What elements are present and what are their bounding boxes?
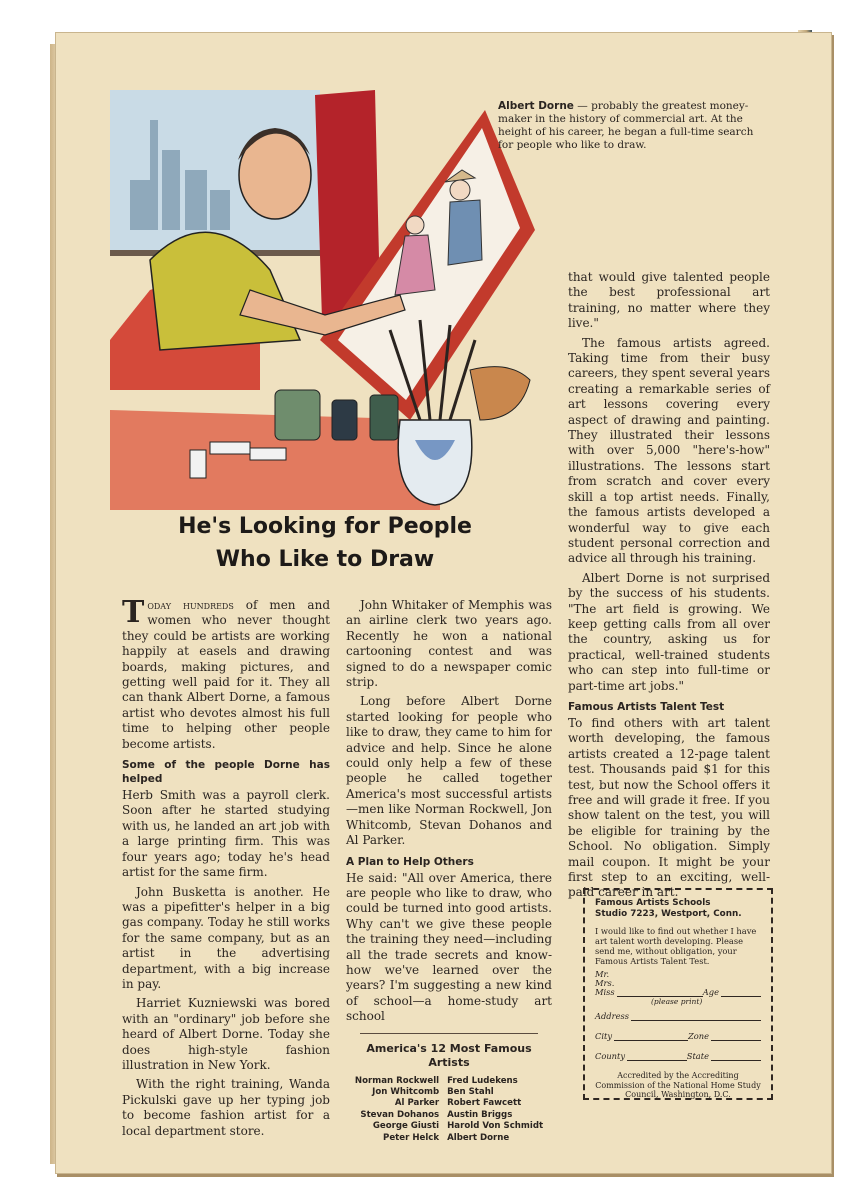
intro-small-caps: oday hundreds — [147, 598, 234, 612]
artists-list — [346, 1076, 552, 1144]
paragraph: Albert Dorne is not surprised by the success of his students. "The art field is growing. We keep getting calls from all over the country, asking us for practical, well-trained students who can step into full-time or part-time art jobs." — [568, 570, 770, 693]
headline-line-1: He's Looking for People — [178, 514, 472, 539]
artist-name: Austin Briggs — [447, 1109, 513, 1120]
city-line[interactable] — [614, 1031, 688, 1041]
artist-name: Stevan Dohanos — [360, 1109, 440, 1120]
please-print-note: (please print) — [651, 997, 703, 1006]
county-label: County — [595, 1051, 626, 1061]
caption-text: — probably the greatest money-maker in the history of commercial art. At the height of his career, he began a full-time search for people who like to draw. — [498, 100, 754, 151]
miss-label: Miss — [595, 987, 615, 997]
mail-coupon[interactable] — [583, 888, 773, 1100]
artist-name: Jon Whitcomb — [372, 1086, 440, 1097]
paint-jars — [275, 390, 398, 440]
age-line[interactable] — [721, 987, 761, 997]
section-heading-plan: A Plan to Help Others — [346, 855, 474, 868]
name-field[interactable] — [595, 970, 761, 997]
coupon-address: Studio 7223, Westport, Conn. — [595, 909, 742, 919]
divider — [360, 1033, 538, 1034]
bowl — [470, 367, 530, 420]
paragraph: John Busketta is another. He was a pipefitter's helper in a big gas company. Today he still works for the same company, but as an artist in the advertising department, with a big increase in pay. — [122, 884, 330, 991]
section-heading-talent-test: Famous Artists Talent Test — [568, 700, 725, 713]
section-heading-helped: Some of the people Dorne has helped — [122, 759, 330, 786]
coupon-school-name: Famous Artists Schools — [595, 898, 711, 908]
artist-name: George Giusti — [372, 1121, 440, 1132]
famous-artists-title: America's 12 Most Famous Artists — [366, 1041, 532, 1069]
state-label: State — [686, 1051, 709, 1061]
headline — [110, 510, 540, 576]
drop-cap: T — [122, 595, 145, 630]
paragraph: Harriet Kuzniewski was bored with an "ordinary" job before she heard of Albert Dorne. Today she does high-style fashion illustration in New York. — [122, 996, 330, 1072]
coupon-body: I would like to find out whether I have art talent worth developing. Please send me, without obligation, your Famous Artists Talent Test. — [595, 926, 757, 966]
artist-name: Ben Stahl — [447, 1086, 494, 1097]
paragraph: Long before Albert Dorne started looking for people who like to draw, they came to him for advice and help. Since he alone could only help a few of these people he called together America's most successful artists —men like Norman Rockwell, Jon Whitcomb, Stevan Dohanos and Al Parker. — [346, 694, 552, 848]
headline-line-2: Who Like to Draw — [215, 547, 435, 572]
artists-left-column — [355, 1076, 439, 1144]
albert-dorne-illustration — [110, 90, 540, 510]
address-label: Address — [595, 1011, 630, 1021]
accreditation-note: Accredited by the Accrediting Commission of the National Home Study Council, Washington, D.C. — [595, 1071, 761, 1099]
paragraph: With the right training, Wanda Pickulski gave up her typing job to become fashion artist for a local department store. — [122, 1077, 330, 1138]
age-label: Age — [702, 987, 719, 997]
column-3 — [568, 270, 770, 905]
artist-name: Fred Ludekens — [447, 1075, 518, 1086]
paragraph: To find others with art talent worth developing, the famous artists created a 12-page talent test. Thousands paid $1 for this test, but now the School offers it free and will grade it free. If you show talent on the test, you will be eligible for training by the School. No obligation. Simply mail coupon. It might be your first step to an exciting, well-paid career in art. — [568, 715, 770, 900]
zone-label: Zone — [687, 1031, 709, 1041]
dorne-caption — [498, 100, 758, 152]
intro-text: of men and women who never thought they could be artists are working happily at easels and drawing boards, making pictures, and getting well paid for it. They all can thank Albert Dorne, a famous artist who devotes almost his full time to helping other people become artists. — [122, 598, 330, 751]
artist-name: Albert Dorne — [447, 1132, 510, 1143]
artist-name: Peter Helck — [383, 1132, 440, 1143]
artist-name: Al Parker — [394, 1098, 440, 1109]
paragraph: He said: "All over America, there are people who like to draw, who could be turned into good artists. Why can't we give these people the training they need—including all the trade secrets and know-how we've learned over the years? I'm suggesting a new kind of school—a home-study art school — [346, 870, 552, 1024]
county-line[interactable] — [627, 1051, 687, 1061]
name-line[interactable] — [617, 987, 703, 997]
coupon-header — [595, 898, 761, 920]
city-label: City — [595, 1031, 613, 1041]
artists-right-column — [447, 1076, 543, 1144]
address-line[interactable] — [631, 1011, 761, 1021]
paragraph: Herb Smith was a payroll clerk. Soon after he started studying with us, he landed an art job with a large printing firm. This was four years ago; today he's head artist for the same firm. — [122, 788, 330, 880]
address-field[interactable] — [595, 1011, 761, 1021]
intro-paragraph — [122, 595, 330, 752]
paragraph: John Whitaker of Memphis was an airline clerk two years ago. Recently he won a national cartooning contest and was signed to do a newspaper comic strip. — [346, 598, 552, 690]
zone-line[interactable] — [711, 1031, 761, 1041]
column-1 — [122, 595, 330, 1143]
artist-name: Harold Von Schmidt — [447, 1121, 544, 1132]
paragraph: The famous artists agreed. Taking time from their busy careers, they spent several years creating a remarkable series of art lessons covering every aspect of drawing and painting. They illustrated their lessons with over 5,000 "here's-how" illustrations. The lessons start from scratch and cover every skill a top artist needs. Finally, the famous artists developed a wonderful way to give each student personal correction and advice all through his training. — [568, 335, 770, 566]
state-line[interactable] — [711, 1051, 761, 1061]
artist-name: Norman Rockwell — [354, 1075, 440, 1086]
brush-jar — [398, 420, 472, 505]
city-zone-field[interactable] — [595, 1031, 761, 1041]
paragraph: that would give talented people the best professional art training, no matter where they live." — [568, 270, 770, 331]
county-state-field[interactable] — [595, 1051, 761, 1061]
mr-label: Mr. — [595, 969, 610, 979]
mrs-label: Mrs. — [595, 978, 615, 988]
column-2 — [346, 598, 552, 1144]
caption-name: Albert Dorne — [498, 100, 574, 112]
artist-name: Robert Fawcett — [447, 1098, 522, 1109]
